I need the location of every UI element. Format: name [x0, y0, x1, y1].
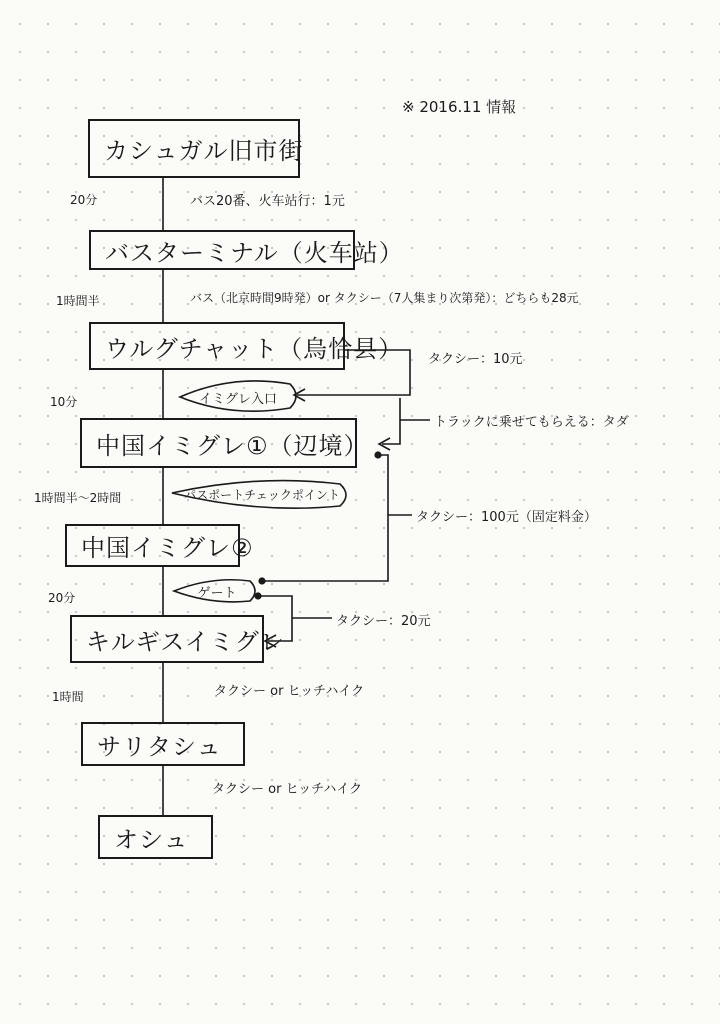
checkpoint-passport-check: パスポートチェックポイント — [184, 487, 340, 502]
stop-china-immigration-2: 中国イミグレ② — [65, 524, 240, 567]
stop-kyrgyz-immigration: キルギスイミグレ — [70, 615, 264, 663]
duration-ulugqat-to-china-imm-1: 10分 — [50, 395, 78, 409]
info-date-note: ※ 2016.11 情報 — [402, 98, 517, 116]
duration-bus-terminal-to-ulugqat: 1時間半 — [56, 294, 100, 308]
stop-osh: オシュ — [98, 815, 213, 859]
duration-kashgar-to-bus-terminal: 20分 — [70, 193, 98, 207]
transport-sary-tash-to-osh: タクシー or ヒッチハイク — [212, 782, 363, 797]
transport-kashgar-to-bus-terminal: バス20番、火车站行：1元 — [190, 194, 345, 209]
taxi-100-start-dot — [375, 452, 381, 458]
transport-bus-terminal-to-ulugqat: バス（北京時間9時発）or タクシー（7人集まり次第発）：どちらも28元 — [190, 291, 579, 305]
stop-bus-terminal: バスターミナル（火车站） — [89, 230, 355, 270]
stop-sary-tash: サリタシュ — [81, 722, 245, 766]
checkpoint-imm-entrance: イミグレ入口 — [198, 391, 277, 407]
taxi-100-route — [262, 455, 388, 581]
note-truck-free-ride: トラックに乗せてもらえる：タダ — [434, 415, 629, 430]
truck-route — [382, 398, 400, 444]
taxi-20-start-dot — [255, 593, 261, 599]
duration-china-imm-2-to-kyrgyz: 20分 — [48, 591, 76, 605]
note-taxi-100-yuan: タクシー：100元（固定料金） — [416, 510, 597, 525]
stop-kashgar-old-town: カシュガル旧市街 — [88, 119, 300, 178]
duration-china-imm-1-to-2: 1時間半～2時間 — [34, 491, 122, 505]
stop-ulugqat: ウルグチャット（烏恰县） — [89, 322, 345, 370]
note-taxi-10-yuan: タクシー：10元 — [428, 352, 523, 367]
checkpoint-gate: ゲート — [197, 585, 237, 601]
duration-kyrgyz-to-sary-tash: 1時間 — [52, 690, 84, 704]
taxi-100-end-dot — [259, 578, 265, 584]
stop-china-immigration-1: 中国イミグレ①（辺境） — [80, 418, 357, 468]
transport-kyrgyz-to-sary-tash: タクシー or ヒッチハイク — [214, 684, 365, 699]
note-taxi-20-yuan: タクシー：20元 — [336, 614, 431, 629]
